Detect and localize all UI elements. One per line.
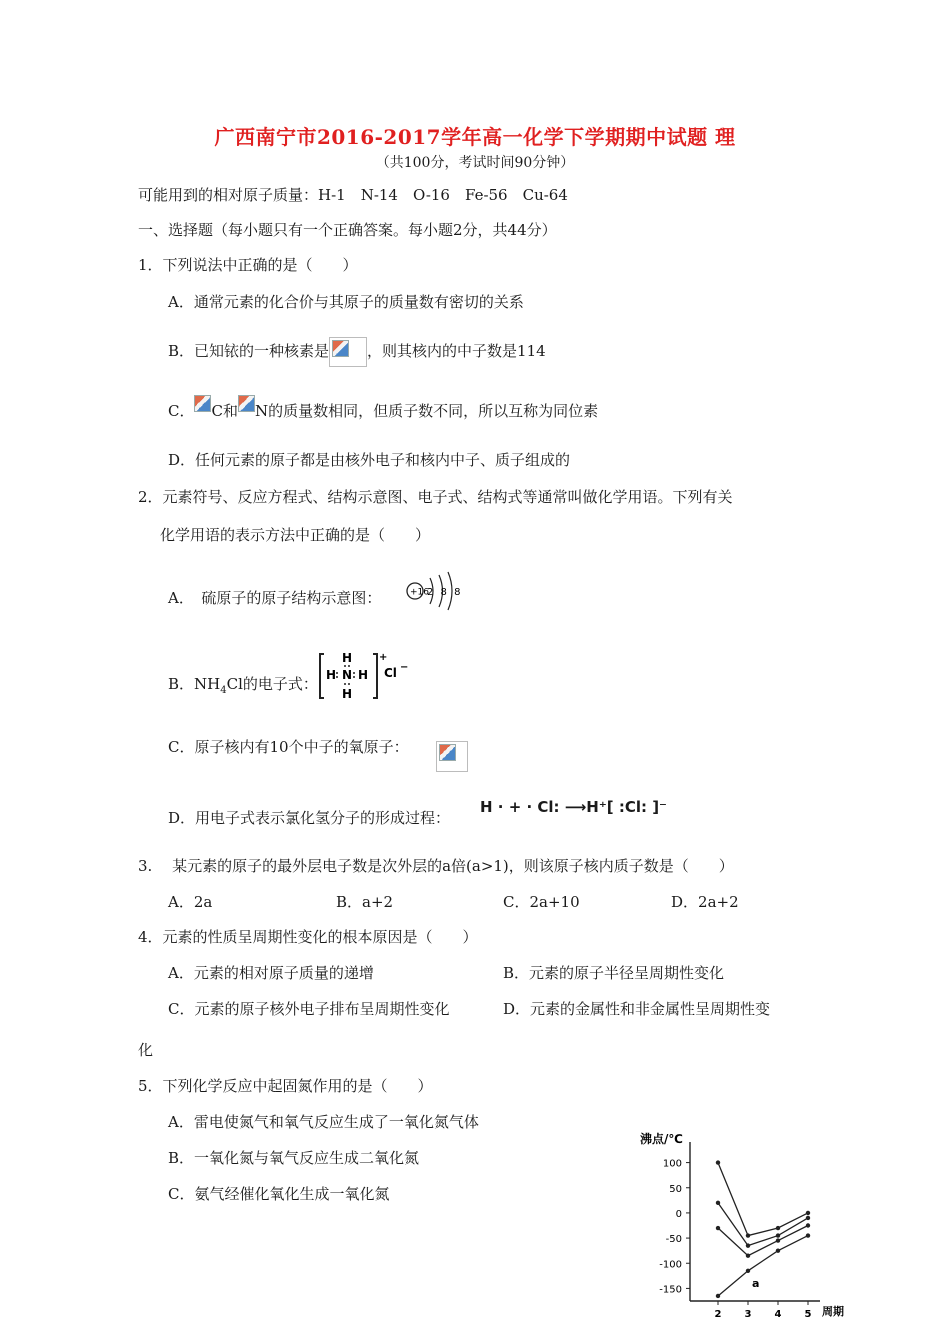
ammonium-h-top: H <box>342 651 353 665</box>
y-tick-label: -100 <box>659 1259 682 1271</box>
boiling-point-chart <box>630 1125 860 1325</box>
data-point <box>746 1243 750 1247</box>
q2-option-c: C．原子核内有10个中子的氧原子： <box>168 738 409 756</box>
q4-option-c: C．元素的原子核外电子排布呈周期性变化 <box>168 1000 450 1018</box>
data-point <box>776 1233 780 1237</box>
q3-stem: 3. 某元素的原子的最外层电子数是次外层的a倍(a>1)，则该原子核内质子数是（ ） <box>138 857 734 875</box>
q3-option-c: C．2a+10 <box>503 893 580 911</box>
q1-option-b <box>168 335 546 367</box>
y-tick-label: 0 <box>675 1208 682 1220</box>
data-point <box>716 1294 720 1298</box>
broken-image-icon <box>238 395 255 429</box>
x-tick-label: 2 <box>714 1309 722 1320</box>
nucleus-charge: +16 <box>410 587 429 598</box>
q1-option-b-text: B．已知铱的一种核素是 <box>168 342 330 360</box>
q5-stem: 5．下列化学反应中起固氮作用的是（ ） <box>138 1077 433 1095</box>
q2-option-b <box>168 677 318 696</box>
x-tick-label: 4 <box>774 1309 782 1320</box>
sulfur-atom-diagram <box>398 570 462 616</box>
q4-option-b: B．元素的原子半径呈周期性变化 <box>503 964 725 982</box>
q2-option-a: A． 硫原子的原子结构示意图： <box>168 589 382 607</box>
exam-subtitle: （共100分，考试时间90分钟） <box>375 155 575 171</box>
series-a-label: a <box>752 1276 760 1290</box>
broken-image-icon <box>194 395 211 429</box>
y-tick-label: 100 <box>662 1158 682 1170</box>
broken-image-icon <box>436 741 468 772</box>
series-line-1 <box>718 1163 808 1236</box>
q5-option-c: C．氨气经催化氧化生成一氧化氮 <box>168 1185 390 1203</box>
data-point <box>806 1233 810 1237</box>
chart-ylabel: 沸点/℃ <box>640 1132 683 1146</box>
series-line-2 <box>718 1203 808 1246</box>
q1-option-b-text-2: ，则其核内的中子数是114 <box>367 342 546 360</box>
ammonium-h-bottom: H <box>342 687 353 701</box>
ammonium-chloride-electron-formula <box>318 648 408 704</box>
data-point <box>716 1160 720 1164</box>
q4-option-d: D．元素的金属性和非金属性呈周期性变 <box>503 1000 771 1018</box>
shell-electrons: 2 8 8 <box>427 587 462 598</box>
q1-option-a: A．通常元素的化合价与其原子的质量数有密切的关系 <box>168 293 524 311</box>
q2-option-b-prefix: B．NH <box>168 675 221 693</box>
q1-option-c-mid: C和 <box>211 402 238 420</box>
x-tick-label: 5 <box>804 1309 812 1320</box>
q5-option-b: B．一氧化氮与氧气反应生成二氧化氮 <box>168 1149 420 1167</box>
q3-option-a: A．2a <box>168 893 213 911</box>
ammonium-charge: + <box>379 652 388 663</box>
hcl-formation-equation: H · + · Cl: ⟶H⁺[ :Cl: ]⁻ <box>480 798 667 816</box>
q2-stem-line1: 2．元素符号、反应方程式、结构示意图、电子式、结构式等通常叫做化学用语。下列有关 <box>138 488 733 506</box>
x-tick-label: 3 <box>744 1309 752 1320</box>
data-point <box>716 1226 720 1230</box>
data-point <box>806 1223 810 1227</box>
q1-option-d: D．任何元素的原子都是由核外电子和核内中子、质子组成的 <box>168 451 571 469</box>
data-point <box>746 1269 750 1273</box>
y-tick-label: -150 <box>659 1284 682 1296</box>
q3-option-d: D．2a+2 <box>671 893 739 911</box>
q2-option-b-text: Cl的电子式： <box>226 675 318 693</box>
q1-stem: 1．下列说法中正确的是（ ） <box>138 256 358 274</box>
data-point <box>806 1216 810 1220</box>
q3-option-b: B．a+2 <box>336 893 394 911</box>
q1-option-c-prefix: C． <box>168 402 195 420</box>
data-point <box>776 1248 780 1252</box>
q2-stem-line2: 化学用语的表示方法中正确的是（ ） <box>160 526 431 544</box>
y-tick-label: 50 <box>669 1183 682 1195</box>
y-tick-label: -50 <box>665 1234 682 1246</box>
q1-option-c <box>168 392 598 430</box>
q5-option-a: A．雷电使氮气和氧气反应生成了一氧化氮气体 <box>168 1113 479 1131</box>
broken-image-icon <box>329 337 367 367</box>
q2-option-b-subscript: 4 <box>220 685 227 696</box>
series-line-4 <box>718 1236 808 1296</box>
ammonium-h-left: H <box>326 668 337 682</box>
q2-option-d: D．用电子式表示氯化氢分子的形成过程： <box>168 809 451 827</box>
q4-option-d-continued: 化 <box>138 1041 154 1059</box>
data-point <box>776 1238 780 1242</box>
q4-stem: 4．元素的性质呈周期性变化的根本原因是（ ） <box>138 928 478 946</box>
data-point <box>716 1201 720 1205</box>
section-heading: 一、选择题（每小题只有一个正确答案。每小题2分，共44分） <box>138 221 557 239</box>
data-point <box>746 1233 750 1237</box>
chloride-charge: − <box>400 662 408 673</box>
atomic-masses: 可能用到的相对原子质量：H-1 N-14 O-16 Fe-56 Cu-64 <box>138 186 568 204</box>
ammonium-n: N <box>342 668 353 682</box>
q1-option-c-text: N的质量数相同，但质子数不同，所以互称为同位素 <box>254 402 599 420</box>
data-point <box>806 1211 810 1215</box>
chloride-symbol: Cl <box>384 666 397 680</box>
ammonium-h-right: H <box>358 668 369 682</box>
data-point <box>746 1254 750 1258</box>
exam-title: 广西南宁市2016-2017学年高一化学下学期期中试题 理 <box>214 125 736 149</box>
q4-option-a: A．元素的相对原子质量的递增 <box>168 964 374 982</box>
data-point <box>776 1226 780 1230</box>
chart-xlabel: 周期 <box>822 1305 844 1318</box>
